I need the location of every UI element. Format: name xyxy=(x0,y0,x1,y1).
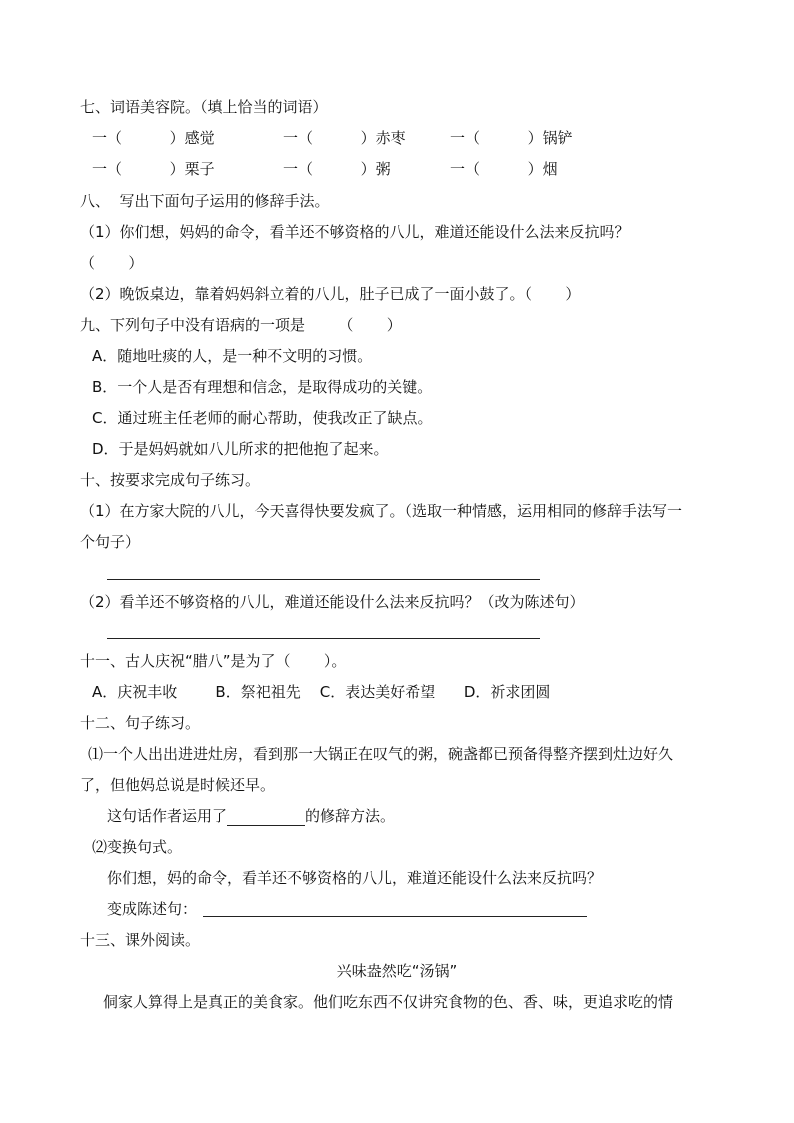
q11-title: 十一、古人庆祝“腊八”是为了（ ）。 xyxy=(80,652,347,670)
q12-declarative-answer-line[interactable] xyxy=(203,916,587,917)
q12-part-1-suffix: 的修辞方法。 xyxy=(305,807,396,825)
q10-sentence-1-line-1: （1）在方家大院的八儿，今天喜得快要发疯了。（选取一种情感，运用相同的修辞手法写一 xyxy=(80,502,683,520)
q13-article-line-1: 侗家人算得上是真正的美食家。他们吃东西不仅讲究食物的色、香、味，更追求吃的情 xyxy=(103,993,674,1011)
q12-part-1-line-1: ⑴一个人出出进进灶房，看到那一大锅正在叹气的粥，碗盏都已预备得整齐摆到灶边好久 xyxy=(88,745,674,763)
q7-title: 七、词语美容院。（填上恰当的词语） xyxy=(80,98,328,116)
q9-option-d: D．于是妈妈就如八儿所求的把他抱了起来。 xyxy=(92,440,389,458)
q12-part-1-prefix: 这句话作者运用了 xyxy=(107,807,228,825)
q10-answer-line-1[interactable] xyxy=(107,579,540,580)
q9-option-b: B．一个人是否有理想和信念，是取得成功的关键。 xyxy=(92,378,433,396)
q12-part-2-prompt: 变成陈述句： xyxy=(107,900,198,918)
q11-options: A．庆祝丰收 B．祭祀祖先 C．表达美好希望 D．祈求团圆 xyxy=(92,683,551,701)
q12-part-2-sentence: 你们想，妈的命令，看羊还不够资格的八儿，难道还能设什么法来反抗吗？ xyxy=(107,869,603,887)
q8-sentence-1-blank: （ ） xyxy=(80,254,144,272)
q12-part-1-line-2: 了，但他妈总说是时候还早。 xyxy=(80,776,276,794)
q10-title: 十、按要求完成句子练习。 xyxy=(80,471,261,489)
q12-rhetoric-blank[interactable] xyxy=(227,809,305,826)
q13-article-title: 兴味盎然吃“汤锅” xyxy=(336,962,458,980)
q10-answer-line-2[interactable] xyxy=(107,638,540,639)
q7-item-2: 一（ ）赤枣 xyxy=(283,129,406,147)
q7-item-5: 一（ ）粥 xyxy=(283,160,391,178)
q8-sentence-1: （1）你们想，妈妈的命令，看羊还不够资格的八儿，难道还能设什么法来反抗吗？ xyxy=(80,223,630,241)
q12-title: 十二、句子练习。 xyxy=(80,714,201,732)
q12-part-2-title: ⑵变换句式。 xyxy=(92,838,183,856)
q13-title: 十三、课外阅读。 xyxy=(80,931,201,949)
q9-option-c: C．通过班主任老师的耐心帮助，使我改正了缺点。 xyxy=(92,409,433,427)
q10-sentence-2: （2）看羊还不够资格的八儿，难道还能设什么法来反抗吗？（改为陈述句） xyxy=(80,593,585,611)
q10-sentence-1-line-2: 个句子） xyxy=(80,533,141,551)
q7-item-1: 一（ ）感觉 xyxy=(92,129,215,147)
q8-sentence-2: （2）晚饭桌边，靠着妈妈斜立着的八儿，肚子已成了一面小鼓了。（ ） xyxy=(80,285,581,303)
q8-title: 八、 写出下面句子运用的修辞手法。 xyxy=(80,192,330,210)
q9-option-a: A．随地吐痰的人，是一种不文明的习惯。 xyxy=(92,347,373,365)
q7-item-6: 一（ ）烟 xyxy=(450,160,558,178)
q12-part-1-question xyxy=(107,806,395,826)
q7-item-4: 一（ ）栗子 xyxy=(92,160,215,178)
q7-item-3: 一（ ）锅铲 xyxy=(450,129,573,147)
q9-title: 九、下列句子中没有语病的一项是 （ ） xyxy=(80,316,402,334)
